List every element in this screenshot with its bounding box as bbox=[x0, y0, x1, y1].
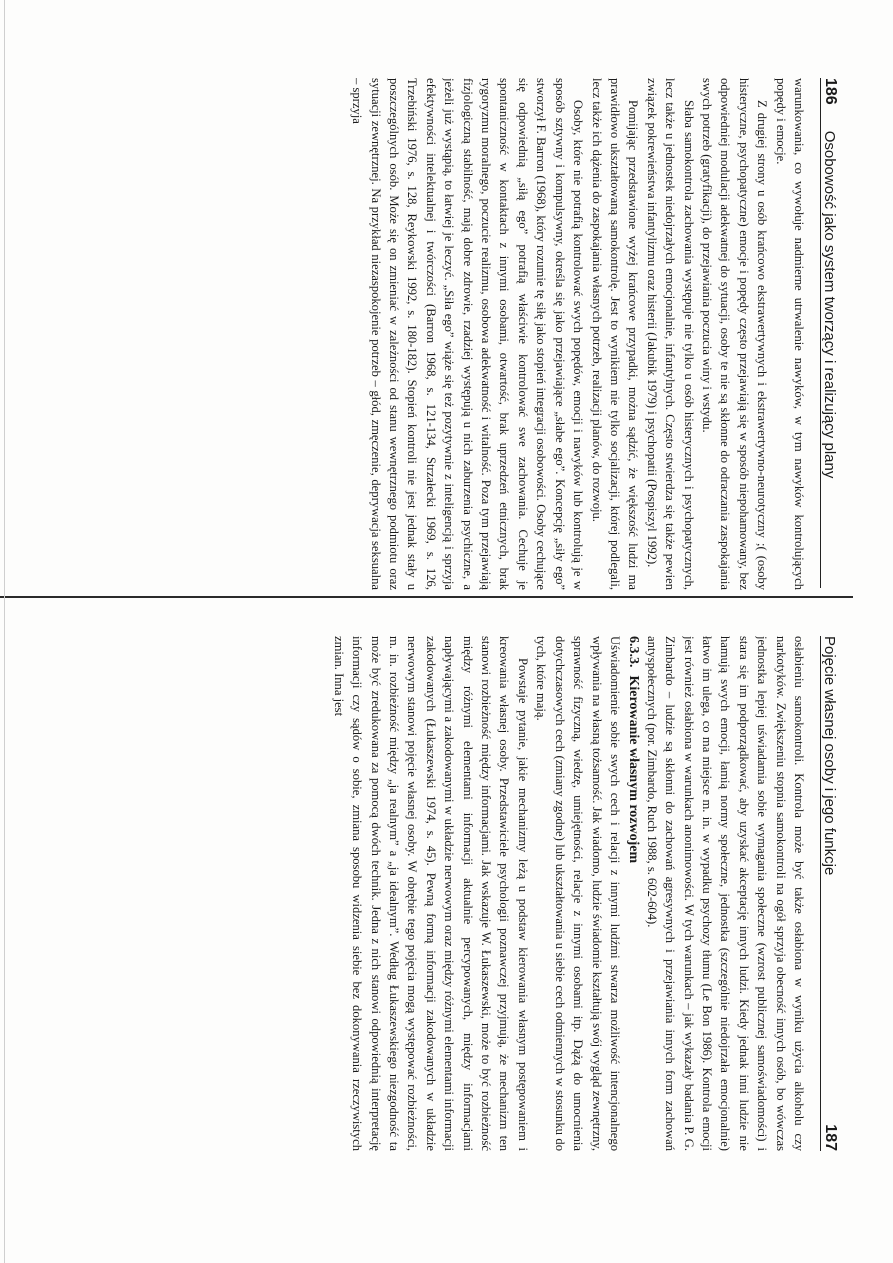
section-number: 6.3.3. bbox=[626, 636, 642, 668]
page-number-left: 186 bbox=[822, 78, 839, 105]
running-head-title-right: Pojęcie własnej osoby i jego funkcje bbox=[821, 636, 838, 876]
scan-bottom-edge bbox=[4, 0, 5, 1263]
right-page bbox=[0, 600, 893, 1263]
section-title: Kierowanie własnym rozwojem bbox=[626, 675, 642, 864]
paragraph: Uświadomienie sobie swych cech i relacji z innymi ludźmi stwarza możliwość intencjonalnego wpływania na własną tożsamość. Jak wiadomo, ludzie świadomie kształtują swój wygląd zewnętrzny, sprawność fizyczną, wiedzę, umiejętności, relacje z innymi osobami itp. Dążą do umocnienia dotychczasowych cech (zmiany zgodne) lub ukształtowania u siebie cech odmiennych w stosunku do tych, które mają. bbox=[534, 636, 622, 1151]
running-head-title-left: Osobowość jako system tworzący i realizujący plany bbox=[821, 130, 838, 479]
running-head-left bbox=[820, 78, 845, 588]
paragraph: osłabieniu samokontroli. Kontrola może być także osłabiona w wyniku użycia alkoholu czy narkotyków. Zwiększeniu stopnia samokontroli na ogół sprzyja obecność innych osób, bo wówczas jednostka lepiej uświadamia sobie wymagania społeczne (wzrost publicznej samoświadomości) i stara się im podporządkować, aby uzyskać akceptację innych ludzi. Kiedy jednak inni ludzie nie hamują swych emocji, łamią normy społeczne, jednostka (szczególnie niedojrzała emocjonalnie) łatwo im ulega, co ma miejsce m. in. w wypadku psychozy tłumu (Le Bon 1986). Kontrola emocji jest również osłabiona w warunkach anonimowości. W tych warunkach – jak wykazały badania P. G. Zimbardo – ludzie są skłonni do zachowań agresywnych i przejawiania innych form zachowań antyspołecznych (por. Zimbardo, Ruch 1988, s. 602-604). bbox=[644, 636, 806, 1151]
paragraph: Słaba samokontrola zachowania występuje nie tylko u osób histerycznych i psychopatycznych, lecz także u jednostek niedojrzałych emocjonalnie, infantylnych. Często stwierdza się także pewien związek pokrewieństwa infantylizmu oraz histerii (Jakubik 1979) i psychopatii (Pospiszyl 1992). bbox=[644, 78, 696, 590]
left-page bbox=[0, 0, 893, 600]
section-heading bbox=[624, 636, 642, 1151]
paragraph: Z drugiej strony u osób krańcowo ekstrawertywnych i ekstrawertywno-neurotyczny ;( (osoby histeryczne, psychopatyczne) emocje i popędy często przejawiają się w sposób niepohamowany, bez odpowiedniej modulacji adekwatnej do sytuacji, osoby te nie są skłonne do odraczania zaspokajania swych potrzeb (gratyfikacji), do przejawiania poczucia winy i wstydu. bbox=[699, 78, 770, 590]
right-text-block bbox=[18, 636, 808, 1151]
paragraph: Pomijając przedstawione wyżej krańcowe przypadki, można sądzić, że większość ludzi ma prawidłowo ukształtowaną samokontrolę. Jest to wynikiem nie tylko socjalizacji, której podlegali, lecz także ich dążenia do zaspokajania własnych potrzeb, realizacji planów, do rozwoju. bbox=[589, 78, 641, 590]
running-head-right bbox=[820, 636, 845, 1151]
paragraph: Osoby, które nie potrafią kontrolować swych popędów, emocji i nawyków lub kontrolują je w sposób sztywny i kompulsywny, określa się jako przejawiające „słabe ego”. Koncepcję „siły ego” stworzył F. Barron (1968), który rozumie tę siłę jako stopień integracji osobowości. Osoby cechujące się odpowiednią „siłą ego” potrafią właściwie kontrolować swe zachowania. Cechuje je spontaniczność w kontaktach z innymi osobami, otwartość, brak uprzedzeń etnicznych, brak rygoryzmu moralnego, poczucie realizmu, osobowa adekwatność i witalność. Poza tym przejawiają fizjologiczną stabilność, mają dobre zdrowie, rzadziej występują u nich zaburzenia psychiczne, a jeżeli już wystąpią, to łatwiej je leczyć. „Siła ego” wiąże się też pozytywnie z inteligencją i sprzyja efektywności intelektualnej i twórczości (Barron 1968, s. 121-134, Strzałecki 1969, s. 126, Trzebiński 1976, s. 128, Reykowski 1992, s. 180-182). Stopień kontroli nie jest jednak stały u poszczególnych osób. Może się on zmieniać w zależności od stanu wewnętrznego podmiotu oraz sytuacji zewnętrznej. Na przykład niezaspokojenie potrzeb – głód, zmęczenie, deprywacja seksualna – sprzyja bbox=[350, 78, 586, 590]
page-fold-line bbox=[0, 596, 853, 598]
left-text-block bbox=[18, 78, 808, 590]
paragraph: Powstaje pytanie, jakie mechanizmy leżą u podstaw kierowania własnym postępowaniem i kreowania własnej osoby. Przedstawiciele psychologii poznawczej przyjmują, że mechanizm ten stanowi rozbieżność między informacjami. Jak wskazuje W. Łukaszewski, może to być rozbieżność między różnymi elementami informacji aktualnie percypowanych, między informacjami napływającymi a zakodowanymi w układzie nerwowym oraz między różnymi elementami informacji zakodowanych (Łukaszewski 1974, s. 45). Pewną formą informacji zakodowanych w układzie nerwowym stanowi pojęcie własnej osoby. W obrębie tego pojęcia mogą występować rozbieżności, m. in. rozbieżność między „ja realnym” a „ja idealnym”. Według Łukaszewskiego niezgodność ta może być zredukowana za pomocą dwóch technik. Jedna z nich stanowi odpowiednią interpretację informacji czy sądów o sobie, zmiana sposobu widzenia siebie bez dokonywania rzeczywistych zmian. Inna jest bbox=[331, 636, 530, 1151]
paragraph: warunkowania, co wywołuje nadmierne utrwalenie nawyków, w tym nawyków kontrolujących popędy i emocje. bbox=[773, 78, 806, 590]
page-number-right: 187 bbox=[822, 1124, 839, 1151]
